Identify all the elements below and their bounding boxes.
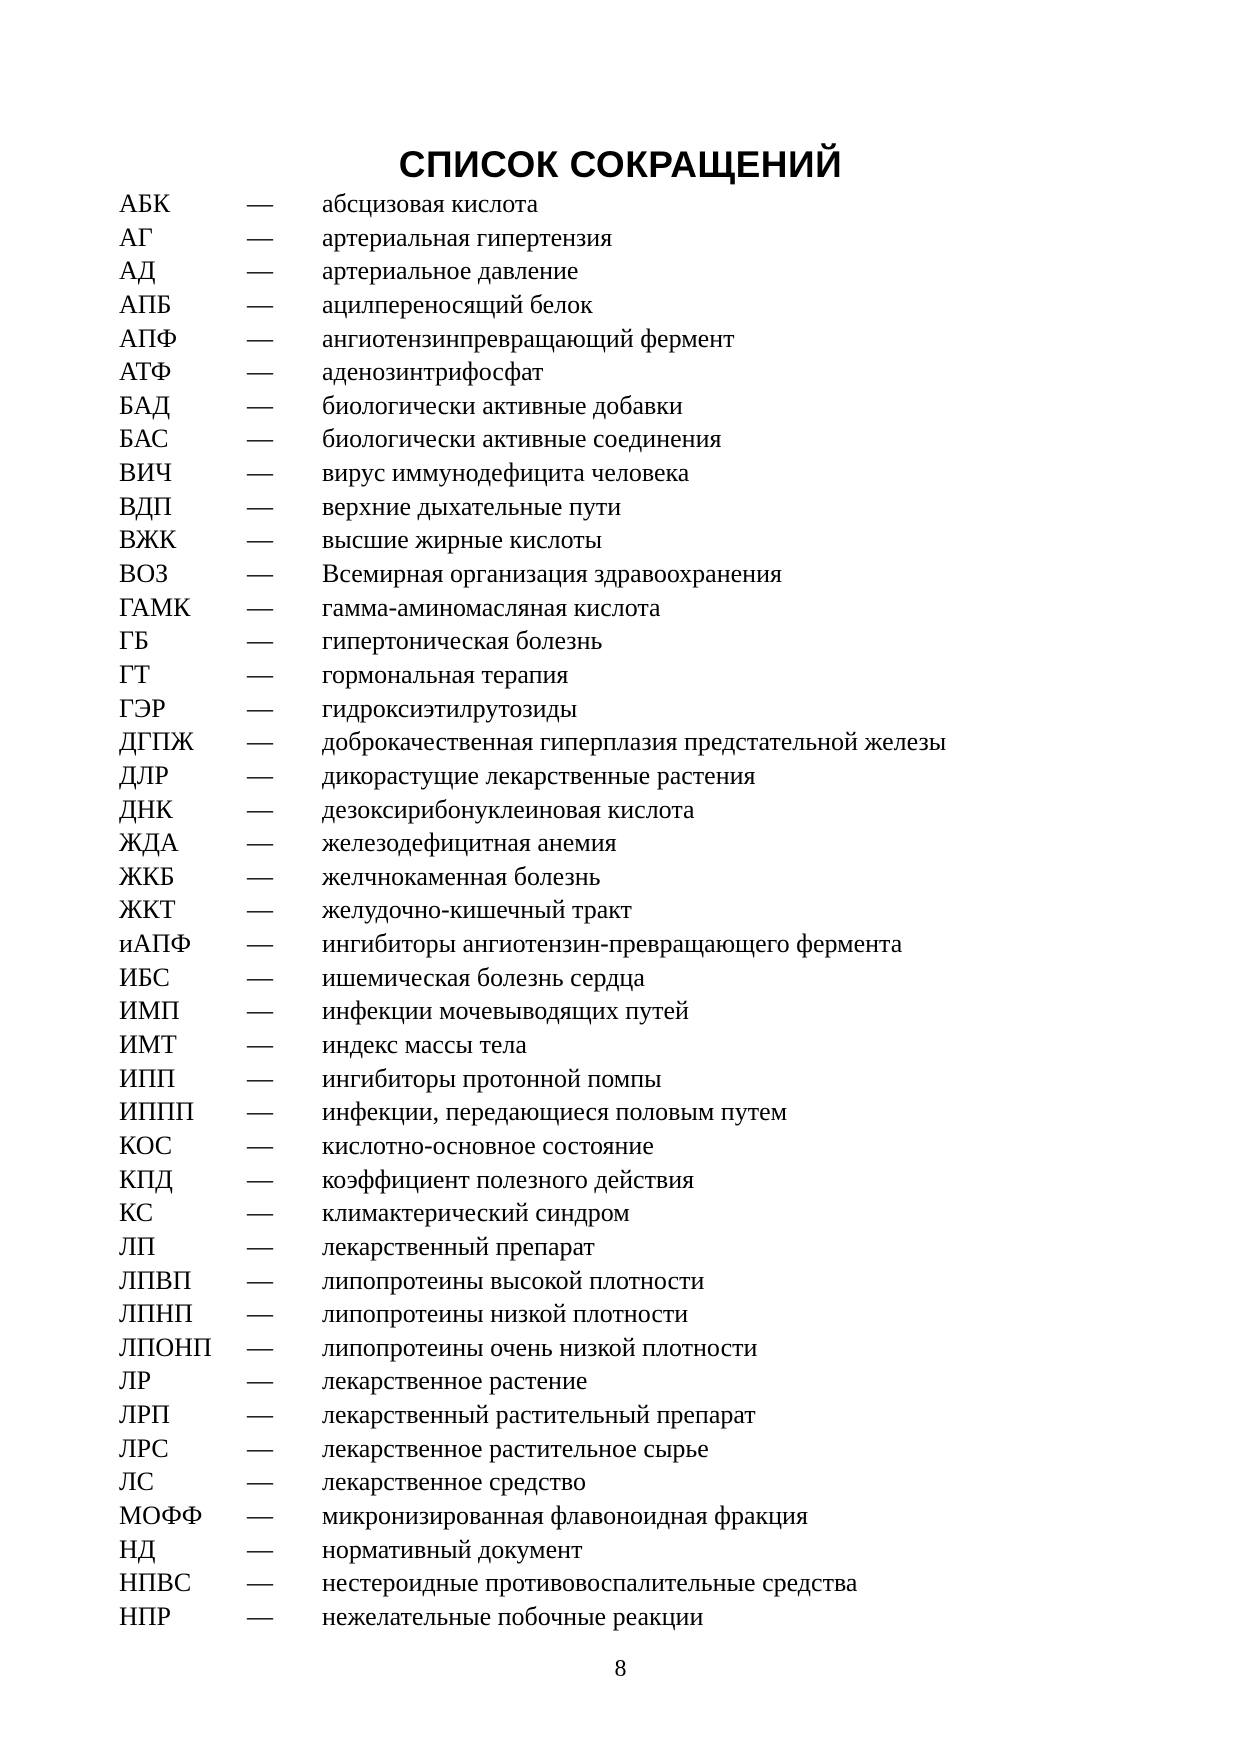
abbreviation-row	[119, 826, 1129, 860]
abbreviation-definition: желудочно-кишечный тракт	[322, 895, 632, 925]
abbreviation-row	[119, 288, 1129, 322]
abbreviation-row	[119, 1398, 1129, 1432]
abbreviation-row	[119, 1196, 1129, 1230]
abbreviation-dash: —	[247, 592, 273, 622]
abbreviation-row	[119, 456, 1129, 490]
abbreviation-definition: коэффициент полезного действия	[322, 1164, 695, 1194]
abbreviation-dash: —	[247, 1231, 273, 1261]
abbreviation-definition: лекарственное растительное сырье	[322, 1433, 709, 1463]
abbreviation-term: ЛС	[119, 1467, 154, 1497]
abbreviation-row	[119, 1465, 1129, 1499]
abbreviation-row	[119, 490, 1129, 524]
abbreviation-definition: дезоксирибонуклеиновая кислота	[322, 794, 695, 824]
abbreviation-row	[119, 1264, 1129, 1298]
abbreviation-dash: —	[247, 1500, 273, 1530]
abbreviation-row	[119, 725, 1129, 759]
abbreviation-term: АГ	[119, 222, 153, 252]
abbreviation-dash: —	[247, 828, 273, 858]
abbreviation-term: БАД	[119, 390, 171, 420]
abbreviation-dash: —	[247, 1063, 273, 1093]
abbreviation-dash: —	[247, 760, 273, 790]
abbreviation-definition: Всемирная организация здравоохранения	[322, 559, 782, 589]
abbreviation-definition: нежелательные побочные реакции	[322, 1601, 704, 1631]
abbreviation-term: ГТ	[119, 659, 150, 689]
abbreviation-row	[119, 557, 1129, 591]
abbreviation-dash: —	[247, 1265, 273, 1295]
abbreviation-row	[119, 591, 1129, 625]
abbreviation-term: ЛПНП	[119, 1299, 193, 1329]
abbreviation-row	[119, 523, 1129, 557]
abbreviation-term: МОФФ	[119, 1500, 203, 1530]
abbreviation-term: ИПП	[119, 1063, 176, 1093]
abbreviation-row	[119, 1129, 1129, 1163]
abbreviation-term: ВИЧ	[119, 458, 173, 488]
abbreviation-term: ДЛР	[119, 760, 169, 790]
abbreviation-row	[119, 389, 1129, 423]
abbreviation-definition: биологически активные соединения	[322, 424, 722, 454]
abbreviation-dash: —	[247, 256, 273, 286]
abbreviation-term: НПР	[119, 1601, 172, 1631]
abbreviation-dash: —	[247, 996, 273, 1026]
abbreviation-dash: —	[247, 1030, 273, 1060]
abbreviation-dash: —	[247, 962, 273, 992]
abbreviation-definition: ингибиторы протонной помпы	[322, 1063, 662, 1093]
abbreviation-row	[119, 1331, 1129, 1365]
abbreviation-dash: —	[247, 1097, 273, 1127]
abbreviation-row	[119, 1600, 1129, 1634]
abbreviation-dash: —	[247, 1198, 273, 1228]
abbreviation-row	[119, 624, 1129, 658]
abbreviation-dash: —	[247, 659, 273, 689]
abbreviation-definition: артериальное давление	[322, 256, 579, 286]
abbreviation-definition: аденозинтрифосфат	[322, 357, 544, 387]
abbreviation-definition: индекс массы тела	[322, 1030, 527, 1060]
abbreviation-dash: —	[247, 357, 273, 387]
abbreviation-dash: —	[247, 458, 273, 488]
abbreviation-definition: желчнокаменная болезнь	[322, 861, 601, 891]
abbreviation-dash: —	[247, 424, 273, 454]
abbreviation-term: ИБС	[119, 962, 170, 992]
abbreviation-term: ГАМК	[119, 592, 191, 622]
abbreviation-definition: липопротеины очень низкой плотности	[322, 1332, 758, 1362]
abbreviation-row	[119, 1499, 1129, 1533]
abbreviation-term: ИМТ	[119, 1030, 177, 1060]
abbreviation-row	[119, 1095, 1129, 1129]
abbreviation-term: ЛРС	[119, 1433, 169, 1463]
abbreviation-term: ВЖК	[119, 525, 177, 555]
abbreviation-term: ВОЗ	[119, 559, 169, 589]
abbreviation-term: ЛР	[119, 1366, 152, 1396]
abbreviation-row	[119, 422, 1129, 456]
abbreviation-term: АПФ	[119, 323, 178, 353]
abbreviation-dash: —	[247, 1366, 273, 1396]
abbreviation-dash: —	[247, 390, 273, 420]
abbreviation-term: НПВС	[119, 1568, 192, 1598]
page-number: 8	[614, 1656, 627, 1682]
abbreviation-dash: —	[247, 525, 273, 555]
abbreviation-term: ЛП	[119, 1231, 156, 1261]
abbreviation-row	[119, 1432, 1129, 1466]
abbreviation-row	[119, 860, 1129, 894]
abbreviation-dash: —	[247, 1568, 273, 1598]
abbreviation-term: АТФ	[119, 357, 172, 387]
abbreviation-definition: гидроксиэтилрутозиды	[322, 693, 578, 723]
abbreviation-definition: лекарственное растение	[322, 1366, 588, 1396]
abbreviation-row	[119, 893, 1129, 927]
abbreviation-definition: липопротеины низкой плотности	[322, 1299, 689, 1329]
abbreviation-definition: ингибиторы ангиотензин-превращающего фермента	[322, 929, 903, 959]
abbreviation-row	[119, 1028, 1129, 1062]
abbreviation-row	[119, 994, 1129, 1028]
abbreviation-row	[119, 759, 1129, 793]
abbreviation-dash: —	[247, 1601, 273, 1631]
abbreviation-dash: —	[247, 189, 273, 218]
abbreviation-dash: —	[247, 727, 273, 757]
abbreviation-term: НД	[119, 1534, 156, 1564]
abbreviation-dash: —	[247, 559, 273, 589]
abbreviation-row	[119, 961, 1129, 995]
abbreviation-row	[119, 1230, 1129, 1264]
abbreviation-definition: биологически активные добавки	[322, 390, 683, 420]
abbreviation-definition: микронизированная флавоноидная фракция	[322, 1500, 808, 1530]
abbreviation-row	[119, 1364, 1129, 1398]
abbreviation-row	[119, 658, 1129, 692]
abbreviation-term: КОС	[119, 1130, 173, 1160]
abbreviation-dash: —	[247, 222, 273, 252]
abbreviation-definition: лекарственное средство	[322, 1467, 587, 1497]
abbreviation-list	[119, 187, 1129, 1634]
abbreviation-term: ЖКБ	[119, 861, 175, 891]
abbreviation-definition: высшие жирные кислоты	[322, 525, 603, 555]
abbreviation-definition: ацилпереносящий белок	[322, 289, 593, 319]
abbreviation-definition: нестероидные противовоспалительные средства	[322, 1568, 858, 1598]
abbreviation-row	[119, 187, 1129, 221]
abbreviation-term: ИППП	[119, 1097, 195, 1127]
abbreviation-dash: —	[247, 895, 273, 925]
abbreviation-definition: дикорастущие лекарственные растения	[322, 760, 756, 790]
abbreviation-dash: —	[247, 626, 273, 656]
abbreviation-term: КС	[119, 1198, 154, 1228]
abbreviation-dash: —	[247, 323, 273, 353]
abbreviation-term: КПД	[119, 1164, 173, 1194]
abbreviation-dash: —	[247, 861, 273, 891]
abbreviation-term: ДНК	[119, 794, 173, 824]
abbreviation-term: ЖДА	[119, 828, 179, 858]
abbreviation-row	[119, 254, 1129, 288]
abbreviation-row	[119, 793, 1129, 827]
abbreviation-dash: —	[247, 1332, 273, 1362]
abbreviation-definition: ишемическая болезнь сердца	[322, 962, 645, 992]
abbreviation-definition: ангиотензинпревращающий фермент	[322, 323, 735, 353]
abbreviation-dash: —	[247, 794, 273, 824]
abbreviation-term: ИМП	[119, 996, 180, 1026]
abbreviation-definition: инфекции мочевыводящих путей	[322, 996, 689, 1026]
abbreviation-dash: —	[247, 1164, 273, 1194]
abbreviation-dash: —	[247, 1130, 273, 1160]
abbreviation-definition: нормативный документ	[322, 1534, 583, 1564]
abbreviation-row	[119, 1163, 1129, 1197]
page-title: СПИСОК СОКРАЩЕНИЙ	[398, 143, 843, 185]
abbreviation-definition: верхние дыхательные пути	[322, 491, 622, 521]
abbreviation-definition: кислотно-основное состояние	[322, 1130, 654, 1160]
abbreviation-row	[119, 322, 1129, 356]
abbreviation-term: АБК	[119, 189, 171, 218]
abbreviation-dash: —	[247, 693, 273, 723]
abbreviation-row	[119, 1062, 1129, 1096]
abbreviation-definition: железодефицитная анемия	[322, 828, 617, 858]
abbreviation-dash: —	[247, 1534, 273, 1564]
abbreviation-dash: —	[247, 1433, 273, 1463]
abbreviation-definition: гормональная терапия	[322, 659, 569, 689]
abbreviation-term: ЖКТ	[119, 895, 176, 925]
abbreviation-term: ЛРП	[119, 1400, 170, 1430]
abbreviation-term: ДГПЖ	[119, 727, 194, 757]
abbreviation-definition: вирус иммунодефицита человека	[322, 458, 690, 488]
abbreviation-dash: —	[247, 1467, 273, 1497]
abbreviation-term: ЛПОНП	[119, 1332, 212, 1362]
abbreviation-term: иАПФ	[119, 929, 192, 959]
abbreviation-term: АД	[119, 256, 156, 286]
abbreviation-row	[119, 1533, 1129, 1567]
abbreviation-row	[119, 927, 1129, 961]
abbreviation-row	[119, 355, 1129, 389]
abbreviation-dash: —	[247, 1400, 273, 1430]
abbreviation-term: ГЭР	[119, 693, 166, 723]
abbreviation-row	[119, 1566, 1129, 1600]
abbreviation-definition: лекарственный растительный препарат	[322, 1400, 756, 1430]
abbreviation-term: БАС	[119, 424, 169, 454]
abbreviation-dash: —	[247, 929, 273, 959]
abbreviation-term: ВДП	[119, 491, 172, 521]
abbreviation-row	[119, 221, 1129, 255]
abbreviation-definition: гипертоническая болезнь	[322, 626, 603, 656]
abbreviation-row	[119, 692, 1129, 726]
abbreviation-dash: —	[247, 491, 273, 521]
abbreviation-term: ГБ	[119, 626, 149, 656]
abbreviation-dash: —	[247, 1299, 273, 1329]
abbreviation-dash: —	[247, 289, 273, 319]
abbreviation-definition: абсцизовая кислота	[322, 189, 539, 218]
abbreviation-definition: доброкачественная гиперплазия предстательной железы	[322, 727, 947, 757]
abbreviation-definition: гамма-аминомасляная кислота	[322, 592, 661, 622]
abbreviation-row	[119, 1297, 1129, 1331]
abbreviation-term: АПБ	[119, 289, 172, 319]
abbreviation-definition: лекарственный препарат	[322, 1231, 595, 1261]
abbreviation-definition: климактерический синдром	[322, 1198, 630, 1228]
abbreviation-definition: инфекции, передающиеся половым путем	[322, 1097, 788, 1127]
abbreviation-definition: липопротеины высокой плотности	[322, 1265, 705, 1295]
abbreviation-term: ЛПВП	[119, 1265, 192, 1295]
abbreviation-definition: артериальная гипертензия	[322, 222, 613, 252]
